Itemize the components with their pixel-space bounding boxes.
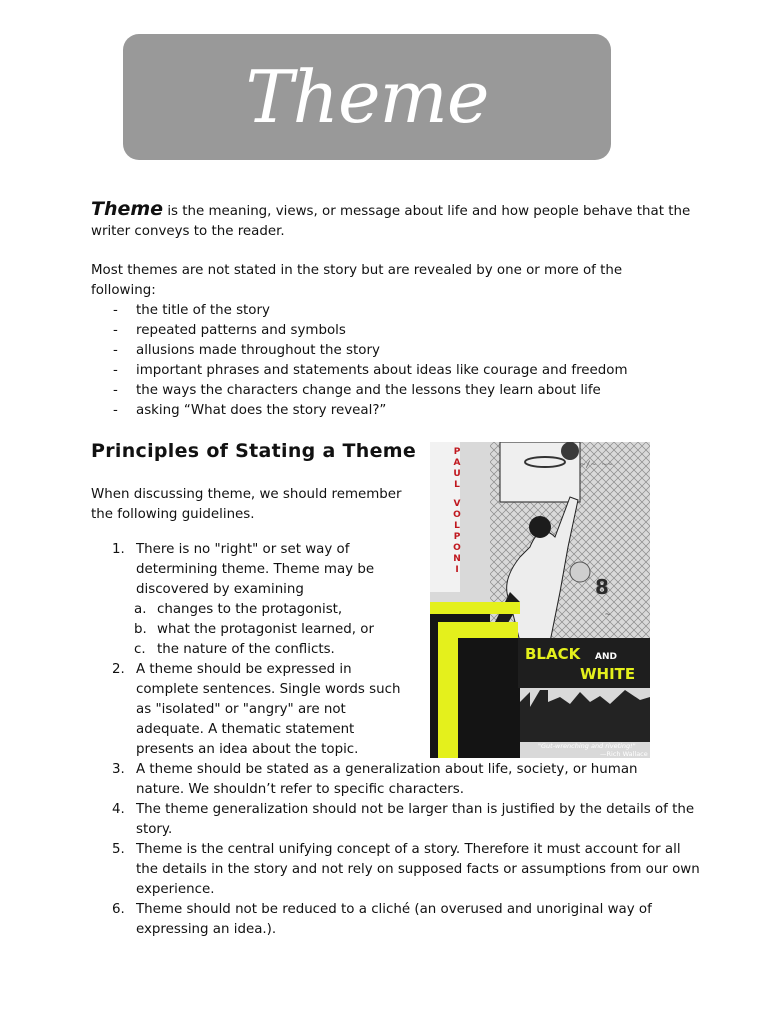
revealed-intro: Most themes are not stated in the story but are revealed by one or more of the following: [91,263,623,298]
author-letter: O [453,543,461,553]
book-cover-image [430,442,650,758]
item-text: the nature of the conflicts. [157,642,335,657]
cover-title-and: AND [595,652,617,662]
cover-title-black: BLACK [525,645,581,663]
author-letter: I [455,565,459,575]
item-letter: b. [134,622,147,637]
intro-paragraph [91,199,691,242]
player-head [529,516,551,538]
revealed-section [91,261,691,421]
principle-item [112,660,406,760]
item-letter: c. [134,642,146,657]
item-number: 1. [112,542,125,557]
item-text: A theme should be expressed in complete sentences. Single words such as "isolated" or "angry" are not adequate. A thematic statement presents an idea about the topic. [136,662,401,757]
cover-author [453,447,461,575]
list-item: - the ways the characters change and the lessons they learn about life [91,381,691,401]
black-block [458,638,520,758]
author-letter: P [453,532,461,542]
svg-text:~: ~ [605,610,611,620]
item-text: There is no "right" or set way of determining theme. Theme may be discovered by examining [136,542,375,597]
jersey-number: 8 [595,575,609,599]
svg-text:~/~ ~~: ~/~ ~~ [580,460,613,470]
author-letter: L [454,521,460,531]
yellow-strip [430,602,520,614]
basketball-icon [561,442,579,460]
item-number: 5. [112,842,125,857]
title-banner [123,34,611,160]
item-text: Theme should not be reduced to a cliché (an overused and unoriginal way of expressing an idea.). [136,902,652,937]
principle-item [112,840,701,900]
item-number: 3. [112,762,125,777]
item-text: Theme is the central unifying concept of a story. Therefore it must account for all the details in the story and not rely on supposed facts or assumptions from our own experience. [136,842,700,897]
author-letter: L [454,480,460,490]
guidelines-intro: When discussing theme, we should remember the following guidelines. [91,487,402,522]
author-letter: V [453,499,461,509]
item-letter: a. [134,602,147,617]
defender-head [570,562,590,582]
intro-lead-term: Theme [91,198,164,220]
list-item: - asking “What does the story reveal?” [91,401,691,421]
intro-definition: is the meaning, views, or message about life and how people behave that the writer conveys to the reader. [91,204,691,239]
cover-quote-attribution: —Rich Wallace [600,750,648,758]
list-item: - important phrases and statements about ideas like courage and freedom [91,361,691,381]
list-item: - the title of the story [91,301,691,321]
cover-quote: "Gut-wrenching and riveting!" [538,742,636,750]
reveal-list [91,301,691,421]
author-letter: U [453,469,461,479]
principle-item [112,800,701,840]
author-letter: P [453,447,461,457]
principle-item [112,540,406,600]
principles-heading: Principles of Stating a Theme [91,440,417,462]
cover-title-white: WHITE [580,665,636,683]
principle-item [112,900,701,940]
list-item: - repeated patterns and symbols [91,321,691,341]
item-text: changes to the protagonist, [157,602,343,617]
item-number: 6. [112,902,125,917]
city-skyline [520,690,650,742]
item-number: 4. [112,802,125,817]
page-title: Theme [245,55,489,139]
author-letter: O [453,510,461,520]
item-number: 2. [112,662,125,677]
item-text: A theme should be stated as a generalization about life, society, or human nature. We shouldn’t refer to specific characters. [136,762,638,797]
item-text: The theme generalization should not be larger than is justified by the details of the story. [136,802,695,837]
item-text: what the protagonist learned, or [157,622,374,637]
author-letter: N [453,554,461,564]
list-item: - allusions made throughout the story [91,341,691,361]
author-letter: A [453,458,461,468]
principle-item [112,760,681,800]
